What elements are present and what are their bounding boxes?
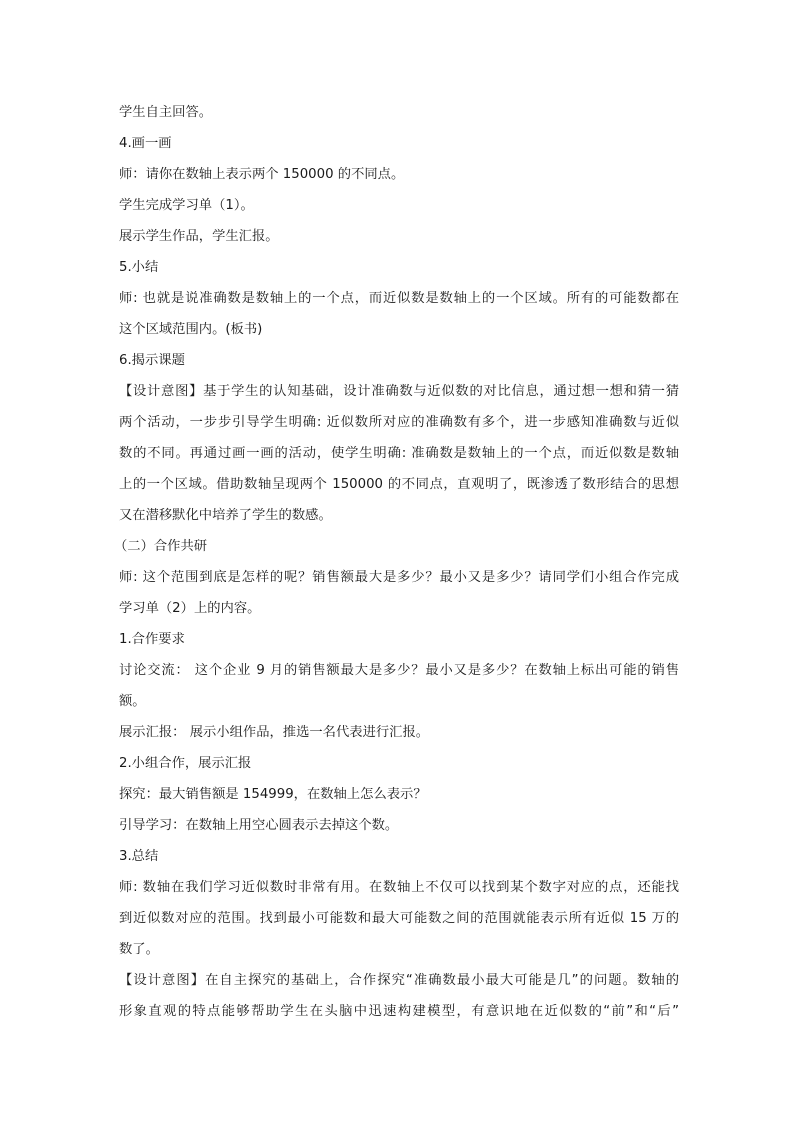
section-heading: 6.揭示课题 — [119, 353, 185, 368]
text-line: 到近似数对应的范围。找到最小可能数和最大可能数之间的范围就能表示所有近似 15 万的 — [119, 911, 679, 926]
document-body — [114, 97, 679, 1027]
design-intent-line: 又在潜移默化中培养了学生的数感。 — [119, 508, 332, 523]
design-intent-line: 形象直观的特点能够帮助学生在头脑中迅速构建模型，有意识地在近似数的“前”和“后” — [119, 1004, 679, 1019]
section-heading: （二）合作共研 — [114, 539, 208, 554]
text-line: 学生完成学习单（1）。 — [119, 198, 254, 213]
text-line: 师: 也就是说准确数是数轴上的一个点，而近似数是数轴上的一个区域。所有的可能数都在 — [119, 291, 679, 306]
design-intent-line: 【设计意图】在自主探究的基础上，合作探究“准确数最小最大可能是几”的问题。数轴的 — [119, 973, 679, 988]
section-heading: 5.小结 — [119, 260, 159, 275]
text-line: 师: 数轴在我们学习近似数时非常有用。在数轴上不仅可以找到某个数字对应的点，还能找 — [119, 880, 679, 895]
text-line: 探究：最大销售额是 154999，在数轴上怎么表示？ — [119, 787, 427, 802]
text-line: 展示学生作品，学生汇报。 — [119, 229, 279, 244]
text-line: 师: 这个范围到底是怎样的呢？销售额最大是多少？最小又是多少？请同学们小组合作完成 — [119, 570, 679, 585]
text-line: 学生自主回答。 — [119, 105, 213, 120]
section-heading: 1.合作要求 — [119, 632, 185, 647]
section-heading: 2.小组合作，展示汇报 — [119, 756, 252, 771]
design-intent-line: 上的一个区域。借助数轴呈现两个 150000 的不同点，直观明了，既渗透了数形结合的思想 — [119, 477, 679, 492]
text-line: 引导学习：在数轴上用空心圆表示去掉这个数。 — [119, 818, 399, 833]
section-heading: 3.总结 — [119, 849, 159, 864]
design-intent-line: 数的不同。再通过画一画的活动，使学生明确: 准确数是数轴上的一个点，而近似数是数轴 — [119, 446, 679, 461]
text-line: 师：请你在数轴上表示两个 150000 的不同点。 — [119, 167, 405, 182]
design-intent-line: 【设计意图】基于学生的认知基础，设计准确数与近似数的对比信息，通过想一想和猜一猜 — [119, 384, 679, 399]
text-line: 展示汇报： 展示小组作品，推选一名代表进行汇报。 — [119, 725, 430, 740]
text-line: 这个区域范围内。(板书) — [119, 322, 263, 337]
section-heading: 4.画一画 — [119, 136, 172, 151]
text-line: 学习单（2）上的内容。 — [119, 601, 261, 616]
text-line: 讨论交流： 这个企业 9 月的销售额最大是多少？最小又是多少？在数轴上标出可能的销售 — [119, 663, 679, 678]
text-line: 数了。 — [119, 942, 159, 957]
design-intent-line: 两个活动，一步步引导学生明确: 近似数所对应的准确数有多个，进一步感知准确数与近似 — [119, 415, 679, 430]
text-line: 额。 — [119, 694, 146, 709]
